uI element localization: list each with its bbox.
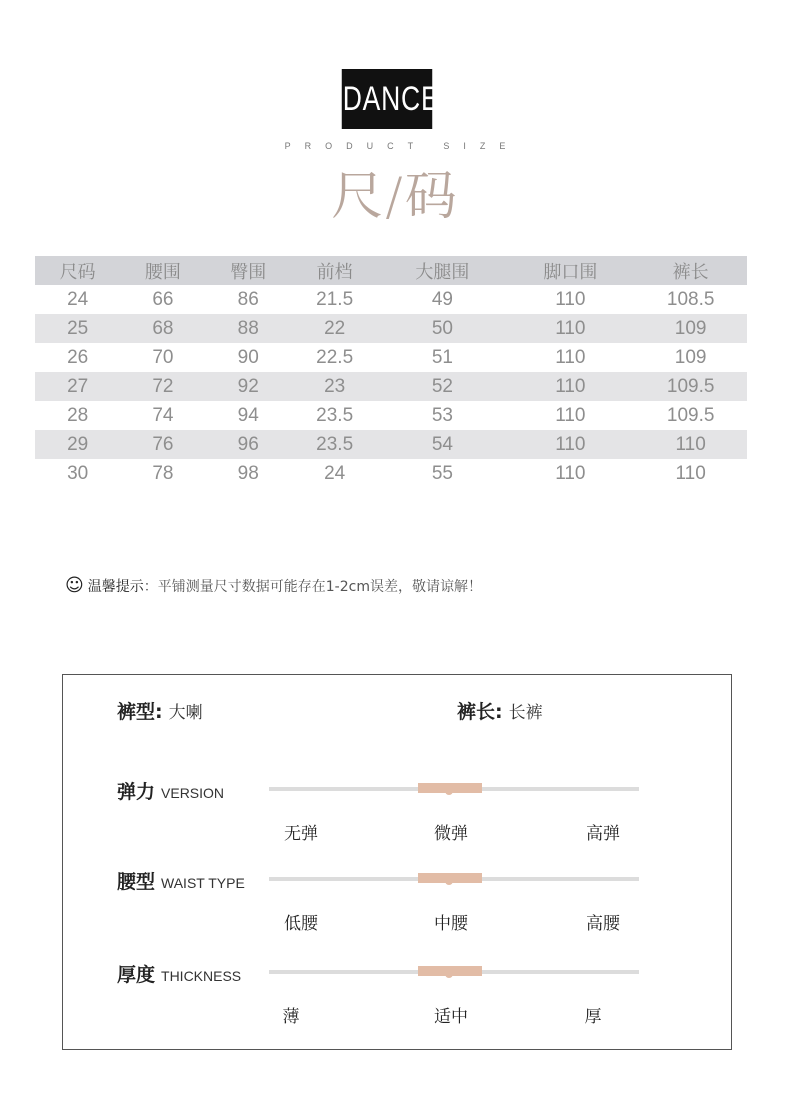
table-cell: 110 [555,462,586,484]
table-cell: 109 [674,317,707,339]
table-row [35,401,747,430]
table-cell: 23.5 [316,433,354,455]
table-cell: 96 [237,433,259,455]
table-cell: 24 [324,462,346,484]
table-cell: 76 [152,433,174,455]
product-size-label: PRODUCT SIZE [284,141,520,151]
elasticity-scale [63,777,733,857]
table-cell: 23 [324,375,346,397]
table-cell: 110 [555,288,586,310]
table-cell: 26 [67,346,89,368]
table-cell: 98 [237,462,259,484]
table-cell: 27 [67,375,89,397]
table-cell: 74 [152,404,174,426]
brand-logo-text: IDANCE [334,79,440,118]
table-row [35,285,747,314]
pants-length-colon: : [495,701,503,723]
thickness-indicator-dot [445,970,453,978]
table-cell: 25 [67,317,89,339]
table-cell: 70 [152,346,174,368]
elasticity-label [117,777,224,804]
elasticity-option-none: 无弹 [284,824,318,844]
header-length: 裤长 [672,261,709,283]
tip-text: ：平铺测量尺寸数据可能存在1-2cm误差，敬请谅解！ [143,578,482,595]
measurement-tip [65,575,482,596]
elasticity-option-high: 高弹 [586,824,620,844]
header-hip: 臀围 [230,261,267,283]
header-size: 尺码 [59,261,96,283]
waist-type-indicator-dot [445,877,453,885]
table-cell: 23.5 [316,404,354,426]
table-cell: 51 [431,346,453,368]
header-rise: 前档 [316,261,353,283]
pants-type-line [117,697,203,724]
size-table-header-row [35,256,747,285]
pants-type-value: 大喇 [168,703,203,723]
thickness-option-thick: 厚 [584,1007,602,1027]
thickness-scale [63,960,733,1040]
waist-option-low: 低腰 [284,914,318,934]
pants-length-key: 裤长 [457,701,496,723]
table-cell: 52 [431,375,453,397]
pants-type-key: 裤型 [117,701,156,723]
table-cell: 78 [152,462,174,484]
waist-type-scale [63,867,733,947]
table-cell: 110 [555,317,586,339]
page-title: 尺/码 [331,167,459,227]
thickness-indicator [418,966,482,976]
table-cell: 72 [152,375,174,397]
table-cell: 109.5 [666,375,715,397]
table-cell: 55 [431,462,453,484]
waist-type-indicator [418,873,482,883]
table-cell: 92 [237,375,259,397]
product-attributes-panel [62,674,732,1050]
header-waist: 腰围 [144,261,181,283]
smiley-icon: ☺ [65,575,84,596]
table-cell: 30 [67,462,89,484]
thickness-option-medium: 适中 [434,1007,468,1027]
thickness-label-en: THICKNESS [161,968,242,984]
table-cell: 109.5 [666,404,715,426]
table-cell: 110 [555,404,586,426]
waist-type-track [269,877,639,881]
table-row [35,430,747,459]
table-cell: 86 [237,288,259,310]
pants-length-value: 长裤 [508,703,543,723]
table-cell: 28 [67,404,89,426]
table-cell: 109 [674,346,707,368]
table-row [35,459,747,488]
tip-label: 温馨提示 [87,578,144,595]
brand-logo [334,69,440,129]
pants-length-line [457,697,543,724]
table-cell: 54 [431,433,453,455]
table-cell: 110 [675,462,706,484]
table-cell: 24 [67,288,89,310]
size-table [35,256,747,488]
elasticity-track [269,787,639,791]
thickness-track [269,970,639,974]
header-thigh: 大腿围 [415,261,470,283]
elasticity-label-cn: 弹力 [117,781,156,803]
table-row [35,372,747,401]
table-row [35,314,747,343]
waist-option-mid: 中腰 [434,914,468,934]
table-cell: 94 [237,404,259,426]
table-cell: 49 [431,288,453,310]
table-cell: 22 [324,317,346,339]
thickness-option-thin: 薄 [282,1007,300,1027]
table-cell: 68 [152,317,174,339]
waist-type-label-cn: 腰型 [117,871,156,893]
pants-type-colon: : [155,701,163,723]
table-cell: 90 [237,346,259,368]
table-cell: 108.5 [666,288,715,310]
waist-type-label-en: WAIST TYPE [161,875,245,891]
table-cell: 29 [67,433,89,455]
header-leg-opening: 脚口围 [543,261,598,283]
table-cell: 53 [431,404,453,426]
table-cell: 110 [555,375,586,397]
table-cell: 21.5 [316,288,354,310]
thickness-label [117,960,241,987]
thickness-label-cn: 厚度 [117,964,156,986]
table-row [35,343,747,372]
table-cell: 50 [431,317,453,339]
table-cell: 66 [152,288,174,310]
elasticity-indicator [418,783,482,793]
table-cell: 110 [555,433,586,455]
table-cell: 110 [555,346,586,368]
elasticity-option-slight: 微弹 [434,824,468,844]
table-cell: 110 [675,433,706,455]
table-cell: 88 [237,317,259,339]
waist-type-label [117,867,245,894]
table-cell: 22.5 [316,346,354,368]
waist-option-high: 高腰 [586,914,620,934]
elasticity-indicator-dot [445,787,453,795]
elasticity-label-en: VERSION [161,785,225,801]
